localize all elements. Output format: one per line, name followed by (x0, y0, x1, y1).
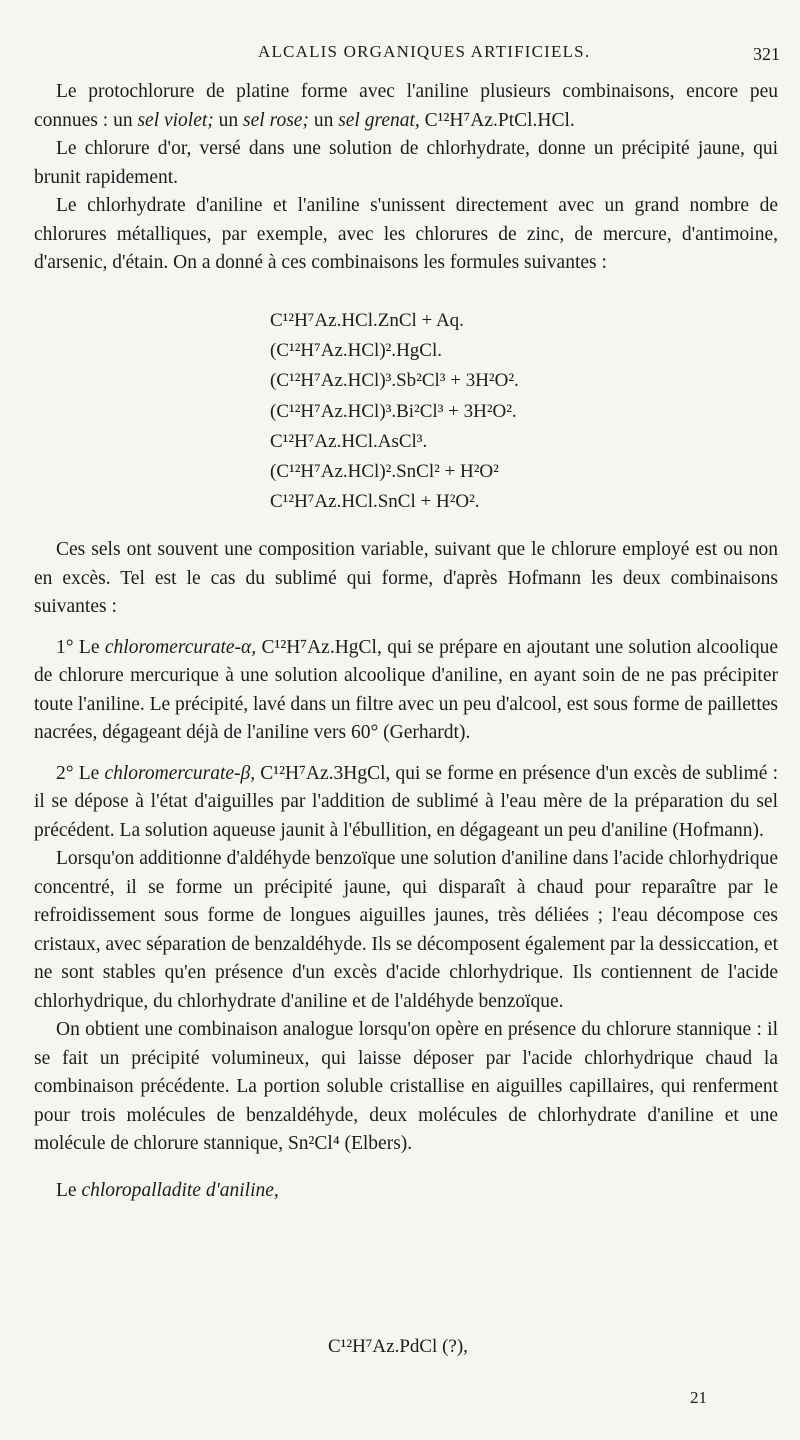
formula-line: C¹²H⁷Az.HCl.SnCl + H²O². (270, 491, 480, 513)
paragraph-gold: Le chlorure d'or, versé dans une solution de chlorhydrate, donne un précipité jaune, qui brunit rapidement. (34, 138, 778, 188)
page-header (0, 40, 800, 70)
formula-line: (C¹²H⁷Az.HCl)².SnCl² + H²O² (270, 461, 499, 483)
formula-line: C¹²H⁷Az.HCl.ZnCl + Aq. (270, 310, 464, 331)
paragraph-chloromercurate-alpha: 1° Le chloromercurate-α, C¹²H⁷Az.HgCl, qui se prépare en ajoutant une solution alcoolique de chlorure mercurique à une solution alcoolique d'aniline, en ayant soin de ne pas précipiter toute l'aniline. Le précipité, lavé dans un filtre avec un peu d'alcool, est sous forme de paillettes nacrées, dégageant déjà de l'aniline vers 60° (Gerhardt). (34, 636, 778, 743)
formula-list (270, 306, 519, 517)
running-title: ALCALIS ORGANIQUES ARTIFICIELS. (258, 42, 591, 61)
paragraph-chlorides: Le chlorhydrate d'aniline et l'aniline s'unissent directement avec un grand nombre de chlorures métalliques, par exemple, avec les chlorures de zinc, de mercure, d'antimoine, d'arsenic, d'étain. On a donné à ces combinaisons les formules suivantes : (34, 195, 778, 273)
formula-line: (C¹²H⁷Az.HCl)².HgCl. (270, 340, 443, 362)
paragraph-stannic: On obtient une combinaison analogue lorsqu'on opère en présence du chlorure stannique : il se fait un précipité volumineux, qui laisse déposer par l'acide chlorhydrique chaud la combinaison précédente. La portion soluble cristallise en aiguilles capillaires, qui renferment pour trois molécules de benzaldéhyde, deux molécules de chlorhydrate d'aniline et une molécule de chlorure stannique, Sn²Cl⁴ (Elbers). (34, 1019, 778, 1154)
paragraph-benzaldehyde: Lorsqu'on additionne d'aldéhyde benzoïque une solution d'aniline dans l'acide chlorhydrique concentré, il se forme un précipité jaune, qui disparaît à chaud pour reparaître par le refroidissement sous forme de longues aiguilles jaunes, très déliées ; l'eau décompose ces cristaux, avec séparation de benzaldéhyde. Ils se décomposent également par la dessiccation, et ne sont stables qu'en présence d'un excès d'acide chlorhydrique. Ils contiennent de l'acide chlorhydrique, du chlorhydrate d'aniline et de l'aldéhyde benzoïque. (34, 848, 778, 1012)
text-block-top (34, 78, 778, 278)
formula-palladite: C¹²H⁷Az.PdCl (?), (328, 1336, 468, 1357)
signature-mark: 21 (690, 1388, 707, 1407)
page-number: 321 (753, 44, 780, 64)
paragraph-chloromercurate-beta: 2° Le chloromercurate-β, C¹²H⁷Az.3HgCl, qui se forme en présence d'un excès de sublimé : il se dépose à l'état d'aiguilles par l'addition de sublimé à l'eau mère de la préparation du sel précédent. La solution aqueuse jaunit à l'ébullition, en dégageant un peu d'aniline (Hofmann). (34, 762, 778, 841)
formula-line: (C¹²H⁷Az.HCl)³.Bi²Cl³ + 3H²O². (270, 400, 517, 422)
paragraph-variable-composition: Ces sels ont souvent une composition variable, suivant que le chlorure employé est ou non en excès. Tel est le cas du sublimé qui forme, d'après Hofmann les deux combinaisons suivantes : (34, 539, 778, 617)
paragraph-chloropalladite: Le chloropalladite d'aniline, (56, 1179, 279, 1201)
page-footer (0, 1380, 800, 1410)
text-block-bottom (34, 536, 778, 1205)
formula-line: (C¹²H⁷Az.HCl)³.Sb²Cl³ + 3H²O². (270, 370, 519, 392)
formula-line: C¹²H⁷Az.HCl.AsCl³. (270, 430, 428, 452)
paragraph-platinum: Le protochlorure de platine forme avec l'aniline plusieurs combinaisons, encore peu connues : un sel violet; un sel rose; un sel grenat, C¹²H⁷Az.PtCl.HCl. (34, 81, 778, 131)
